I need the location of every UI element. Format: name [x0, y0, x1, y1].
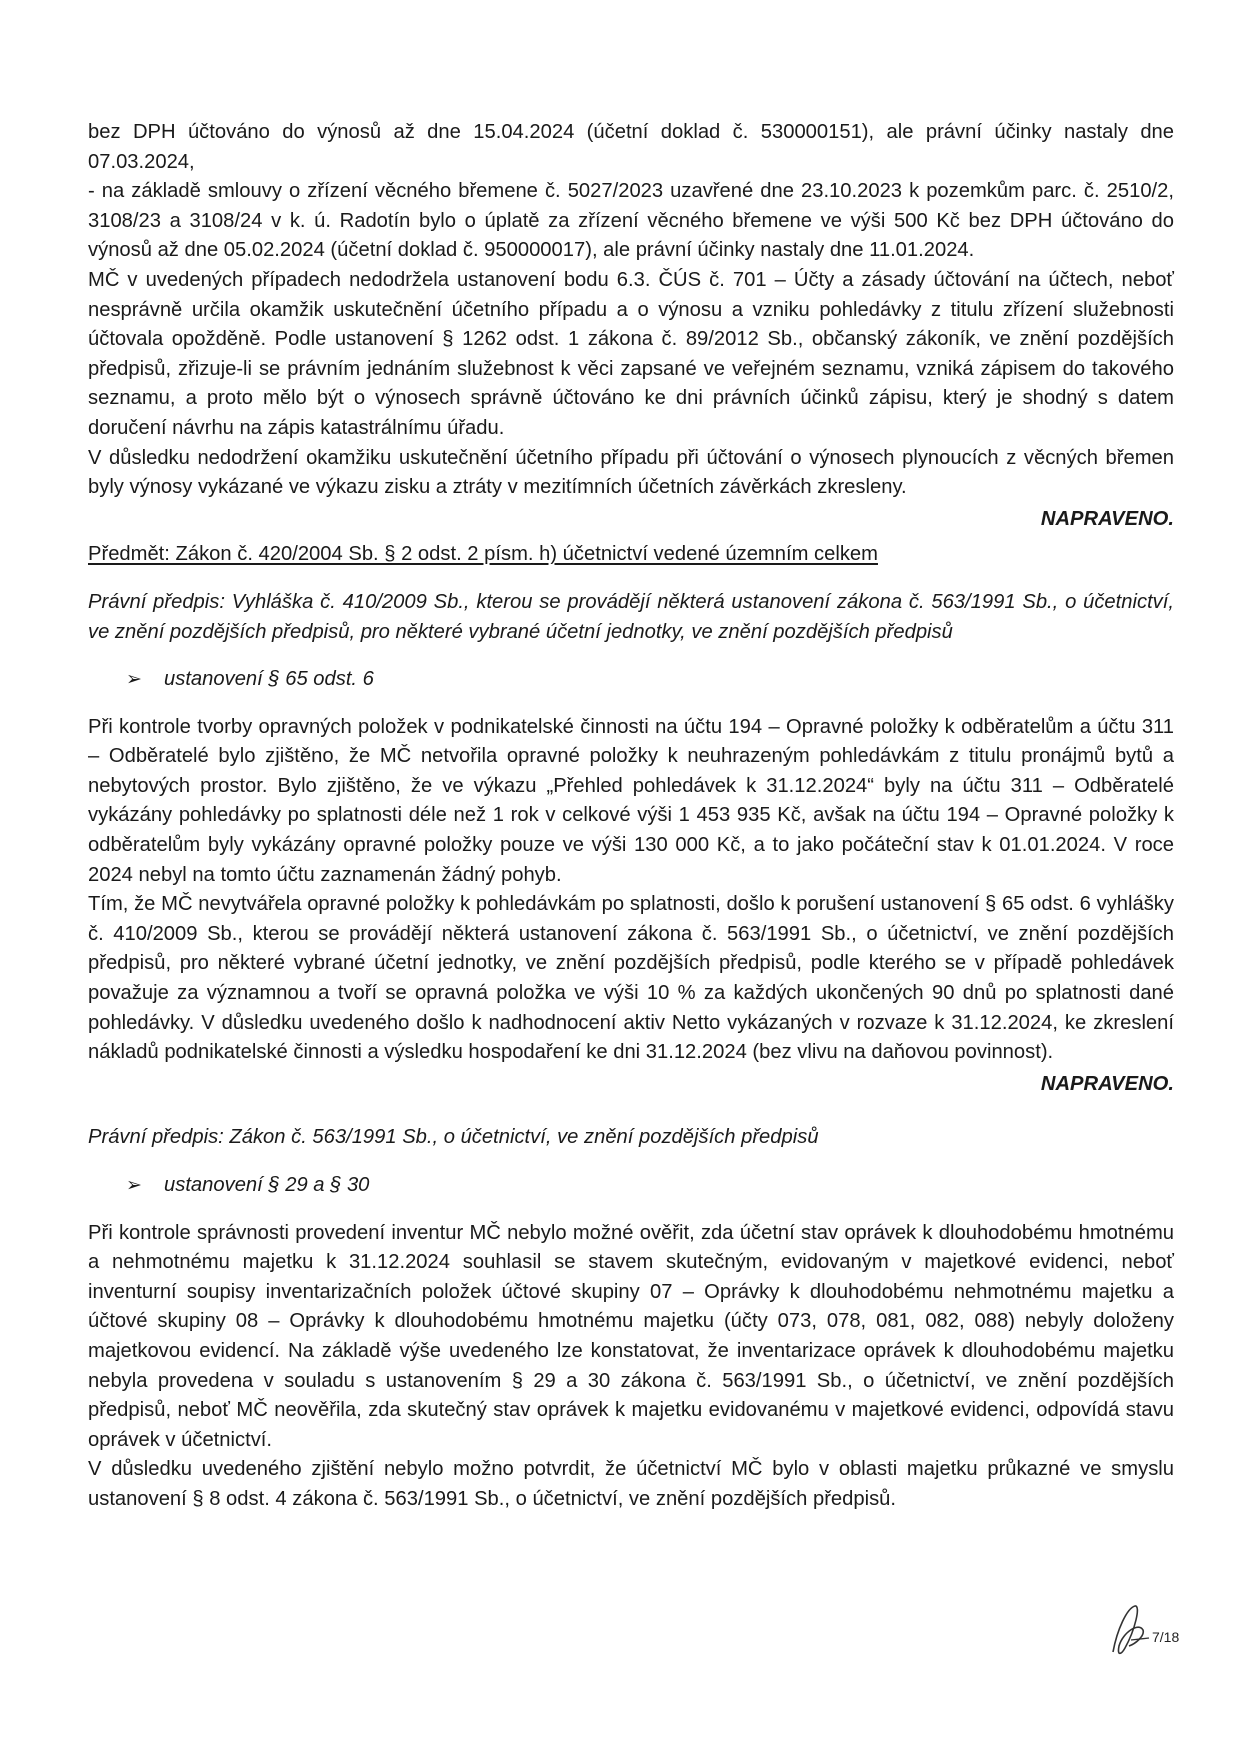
- status-fixed-2: NAPRAVENO.: [1040, 1072, 1174, 1095]
- provision-bullet-1: [126, 665, 1174, 695]
- paragraph-continuation: bez DPH účtováno do výnosů až dne 15.04.2024 (účetní doklad č. 530000151), ale právní účinky nastaly dne 07.03.2024,: [88, 121, 1174, 173]
- paragraph-finding-2: Při kontrole správnosti provedení inventur MČ nebylo možné ověřit, zda účetní stav oprávek k dlouhodobému hmotnému a nehmotnému majetku k 31.12.2024 souhlasil se stavem skutečným, evidovaným v majetkové evidenci, neboť inventurní soupisy inventarizačních položek účtové skupiny 07 – Oprávky k dlouhodobému nehmotnému majetku a účtové skupiny 08 – Oprávky k dlouhodobému hmotnému majetku (účty 073, 078, 081, 082, 088) nebyly doloženy majetkovou evidencí. Na základě výše uvedeného lze konstatovat, že inventarizace oprávek k dlouhodobému majetku nebyla provedena v souladu s ustanovením § 29 a 30 zákona č. 563/1991 Sb., o účetnictví, ve znění pozdějších předpisů, neboť MČ neověřila, zda skutečný stav oprávek k majetku evidovanému v majetkové evidenci, odpovídá stavu oprávek v účetnictví.: [88, 1221, 1174, 1451]
- arrow-bullet-icon: ➢: [126, 1175, 142, 1196]
- arrow-bullet-icon: ➢: [126, 669, 142, 691]
- signature-icon: [1105, 1600, 1155, 1660]
- legal-regulation-2: Právní předpis: Zákon č. 563/1991 Sb., o účetnictví, ve znění pozdějších předpisů: [88, 1126, 819, 1149]
- document-page: [88, 118, 1174, 1515]
- paragraph-consequence: V důsledku nedodržení okamžiku uskutečnění účetního případu při účtování o výnosech plynoucích z věcných břemen byly výnosy vykázané ve výkazu zisku a ztráty v mezitímních účetních závěrkách zkresleny.: [88, 446, 1174, 499]
- paragraph-finding-1: Při kontrole tvorby opravných položek v podnikatelské činnosti na účtu 194 – Opravné položky k odběratelům a účtu 311 – Odběratelé bylo zjištěno, že MČ netvořila opravné položky k neuhrazeným pohledávkám z titulu pronájmů bytů a nebytových prostor. Bylo zjištěno, že ve výkazu „Přehled pohledávek k 31.12.2024“ byly na účtu 311 – Odběratelé vykázány pohledávky po splatnosti déle než 1 rok v celkové výši 1 453 935 Kč, avšak na účtu 194 – Opravné položky k odběratelům byly vykázány opravné položky pouze ve výši 130 000 Kč, a to jako počáteční stav k 01.01.2024. V roce 2024 nebyl na tomto účtu zaznamenán žádný pohyb.: [88, 715, 1174, 886]
- paragraph-finding-2b: V důsledku uvedeného zjištění nebylo možno potvrdit, že účetnictví MČ bylo v oblasti majetku průkazné ve smyslu ustanovení § 8 odst. 4 zákona č. 563/1991 Sb., o účetnictví, ve znění pozdějších předpisů.: [88, 1458, 1174, 1510]
- legal-regulation-1: Právní předpis: Vyhláška č. 410/2009 Sb., kterou se provádějí některá ustanovení zákona č. 563/1991 Sb., o účetnictví, ve znění pozdějších předpisů, pro některé vybrané účetní jednotky, ve znění pozdějších předpisů: [88, 590, 1174, 643]
- subject-heading: Předmět: Zákon č. 420/2004 Sb. § 2 odst. 2 písm. h) účetnictví vedené územním celkem: [88, 543, 878, 566]
- provision-text-1: ustanovení § 65 odst. 6: [164, 668, 374, 691]
- provision-bullet-2: [126, 1171, 1174, 1201]
- page-number: 7/18: [1152, 1629, 1180, 1645]
- paragraph-easement-item: - na základě smlouvy o zřízení věcného břemene č. 5027/2023 uzavřené dne 23.10.2023 k pozemkům parc. č. 2510/2, 3108/23 a 3108/24 v k. ú. Radotín bylo o úplatě za zřízení věcného břemene ve výši 500 Kč bez DPH účtováno do výnosů až dne 05.02.2024 (účetní doklad č. 950000017), ale právní účinky nastaly dne 11.01.2024.: [88, 180, 1174, 262]
- provision-text-2: ustanovení § 29 a § 30: [164, 1174, 370, 1196]
- status-fixed-1: NAPRAVENO.: [1040, 507, 1174, 530]
- paragraph-finding-1b: Tím, že MČ nevytvářela opravné položky k pohledávkám po splatnosti, došlo k porušení ustanovení § 65 odst. 6 vyhlášky č. 410/2009 Sb., kterou se provádějí některá ustanovení zákona č. 563/1991 Sb., o účetnictví, ve znění pozdějších předpisů, pro některé vybrané účetní jednotky, ve znění pozdějších předpisů, podle kterého se v případě pohledávek považuje za významnou a tvoří se opravná položka ve výši 10 % za každých ukončených 90 dnů po splatnosti dané pohledávky. V důsledku uvedeného došlo k nadhodnocení aktiv Netto vykázaných v rozvaze k 31.12.2024, ke zkreslení nákladů podnikatelské činnosti a výsledku hospodaření ke dni 31.12.2024 (bez vlivu na daňovou povinnost).: [88, 893, 1174, 1064]
- paragraph-violation: MČ v uvedených případech nedodržela ustanovení bodu 6.3. ČÚS č. 701 – Účty a zásady účtování na účtech, neboť nesprávně určila okamžik uskutečnění účetního případu a o výnosu a vzniku pohledávky z titulu zřízení služebnosti účtovala opožděně. Podle ustanovení § 1262 odst. 1 zákona č. 89/2012 Sb., občanský zákoník, ve znění pozdějších předpisů, zřizuje-li se právním jednáním služebnost k věci zapsané ve veřejném seznamu, vzniká zápisem do takového seznamu, a proto mělo být o výnosech správně účtováno ke dni právních účinků zápisu, který je shodný s datem doručení návrhu na zápis katastrálnímu úřadu.: [88, 268, 1174, 439]
